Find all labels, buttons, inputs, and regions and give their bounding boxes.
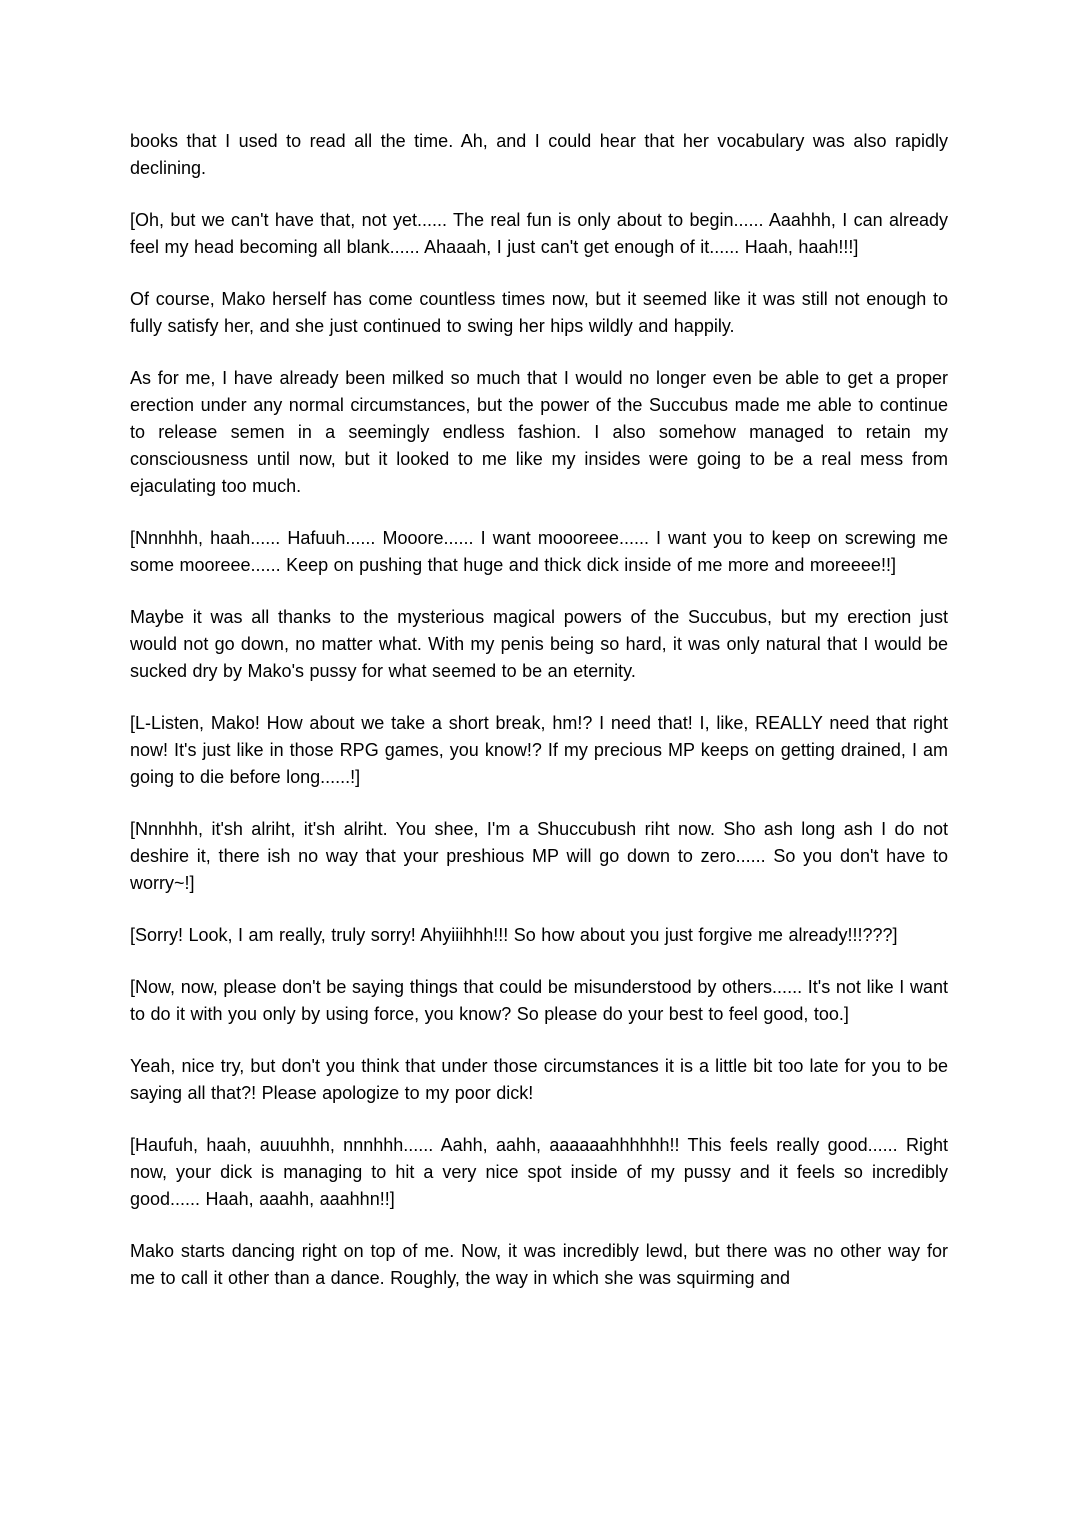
paragraph: [L-Listen, Mako! How about we take a short break, hm!? I need that! I, like, REALLY need that right now! It's just like in those RPG games, you know!? If my precious MP keeps on getting drained, I am going to die before long......!] (130, 713, 948, 787)
paragraph: [Sorry! Look, I am really, truly sorry! Ahyiiihhh!!! So how about you just forgive me already!!!???] (130, 925, 898, 945)
paragraph: [Now, now, please don't be saying things that could be misunderstood by others...... It's not like I want to do it with you only by using force, you know? So please do your best to feel good, too.] (130, 977, 948, 1024)
paragraph: [Nnnhhh, it'sh alriht, it'sh alriht. You shee, I'm a Shuccubush riht now. Sho ash long ash I do not deshire it, there ish no way that your preshious MP will go down to zero...... So you don't have to worry~!] (130, 819, 948, 893)
paragraph: [Nnnhhh, haah...... Hafuuh...... Mooore...... I want moooreee...... I want you to keep on screwing me some mooreee...... Keep on pushing that huge and thick dick inside of me more and moreeee!!] (130, 528, 948, 575)
paragraph: books that I used to read all the time. Ah, and I could hear that her vocabulary was also rapidly declining. (130, 131, 948, 178)
paragraph: Maybe it was all thanks to the mysterious magical powers of the Succubus, but my erection just would not go down, no matter what. With my penis being so hard, it was only natural that I would be sucked dry by Mako's pussy for what seemed to be an eternity. (130, 607, 948, 681)
paragraph: [Haufuh, haah, auuuhhh, nnnhhh...... Aahh, aahh, aaaaaahhhhhh!! This feels really good...... Right now, your dick is managing to hit a very nice spot inside of my pussy and it feels so incredibly good...... Haah, aaahh, aaahhn!!] (130, 1135, 948, 1209)
paragraph: Mako starts dancing right on top of me. Now, it was incredibly lewd, but there was no other way for me to call it other than a dance. Roughly, the way in which she was squirming and (130, 1241, 948, 1288)
paragraph: Yeah, nice try, but don't you think that under those circumstances it is a little bit too late for you to be saying all that?! Please apologize to my poor dick! (130, 1056, 948, 1103)
paragraph: As for me, I have already been milked so much that I would no longer even be able to get a proper erection under any normal circumstances, but the power of the Succubus made me able to continue to release semen in a seemingly endless fashion. I also somehow managed to retain my consciousness until now, but it looked to me like my insides were going to be a real mess from ejaculating too much. (130, 368, 948, 496)
paragraph: Of course, Mako herself has come countless times now, but it seemed like it was still not enough to fully satisfy her, and she just continued to swing her hips wildly and happily. (130, 289, 948, 336)
paragraph: [Oh, but we can't have that, not yet...... The real fun is only about to begin...... Aaahhh, I can already feel my head becoming all blank...... Ahaaah, I just can't get enough of it...... Haah, haah!!!] (130, 210, 948, 257)
